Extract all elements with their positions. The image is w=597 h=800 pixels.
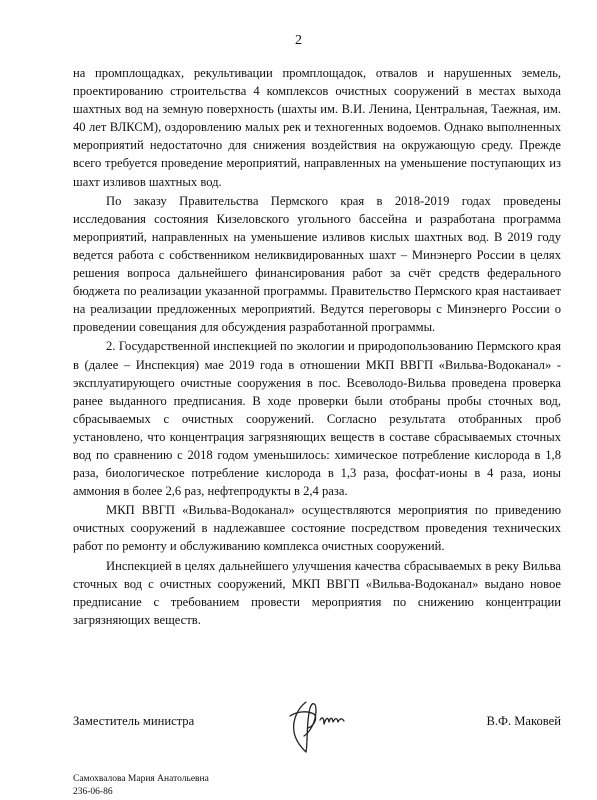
paragraph-continuation: на промплощадках, рекультивации промплощадок, отвалов и нарушенных земель, проектированию строительства 4 комплексов очистных сооружений в местах выхода шахтных вод на земную поверхность (шахты им. В.И. Ленина, Центральная, Таежная, им. 40 лет ВЛКСМ), оздоровлению малых рек и техногенных водоемов. Однако выполненных мероприятий недостаточно для снижения воздействия на окружающую среду. Прежде всего требуется проведение мероприятий, направленных на уменьшение поступающих из шахт изливов шахтных вод. xyxy=(73,66,561,189)
handwritten-signature xyxy=(276,694,356,756)
executor-info xyxy=(73,773,209,799)
signatory-title: Заместитель министра xyxy=(73,714,195,728)
executor-phone: 236-06-86 xyxy=(73,787,113,797)
executor-name: Самохвалова Мария Анатольевна xyxy=(73,774,209,784)
paragraph-program: По заказу Правительства Пермского края в 2018-2019 годах проведены исследования состояния Кизеловского угольного бассейна и разработана программа мероприятий, направленных на уменьшение изливов кислых шахтных вод. В 2019 году ведется работа с собственником неликвидированных шахт – Минэнерго России в целях решения вопроса дальнейшего финансирования работ за счёт средств федерального бюджета по реализации указанной программы. Правительство Пермского края настаивает на реализации предложенных мероприятий. Ведутся переговоры с Минэнерго России о проведении совещания для обсуждения разработанной программы. xyxy=(73,193,561,335)
document-body xyxy=(73,64,561,629)
signatory-name: В.Ф. Маковей xyxy=(486,714,561,728)
paragraph-prescription: Инспекцией в целях дальнейшего улучшения качества сбрасываемых в реку Вильва сточных вод с очистных сооружений, МКП ВВГП «Вильва-Водоканал» выдано новое предписание с требованием провести мероприятия по снижению концентрации загрязняющих веществ. xyxy=(73,558,561,627)
paragraph-inspection: 2. Государственной инспекцией по экологии и природопользованию Пермского края в (далее – Инспекция) мае 2019 года в отношении МКП ВВГП «Вильва-Водоканал» - эксплуатирующего очистные сооружения в пос. Всеволодо-Вильва проведена проверка ранее выданного предписания. В ходе проверки были отобраны пробы сточных вод, сбрасываемых с очистных сооружений. Согласно результата отобранных проб установлено, что концентрация загрязняющих веществ в составе сбрасываемых сточных вод по сравнению с 2018 годом уменьшилось: химическое потребление кислорода в 1,8 раза, биологическое потребление кислорода в 1,3 раза, фосфат-ионы в 4 раза, ионы аммония в более 2,6 раз, нефтепродукты в 2,4 раза. xyxy=(73,339,561,499)
page-number: 2 xyxy=(295,33,302,48)
paragraph-measures: МКП ВВГП «Вильва-Водоканал» осуществляются мероприятия по приведению очистных сооружений в надлежавшее состояние посредством проведения технических работ по ремонту и обслуживанию комплекса очистных сооружений. xyxy=(73,503,561,554)
